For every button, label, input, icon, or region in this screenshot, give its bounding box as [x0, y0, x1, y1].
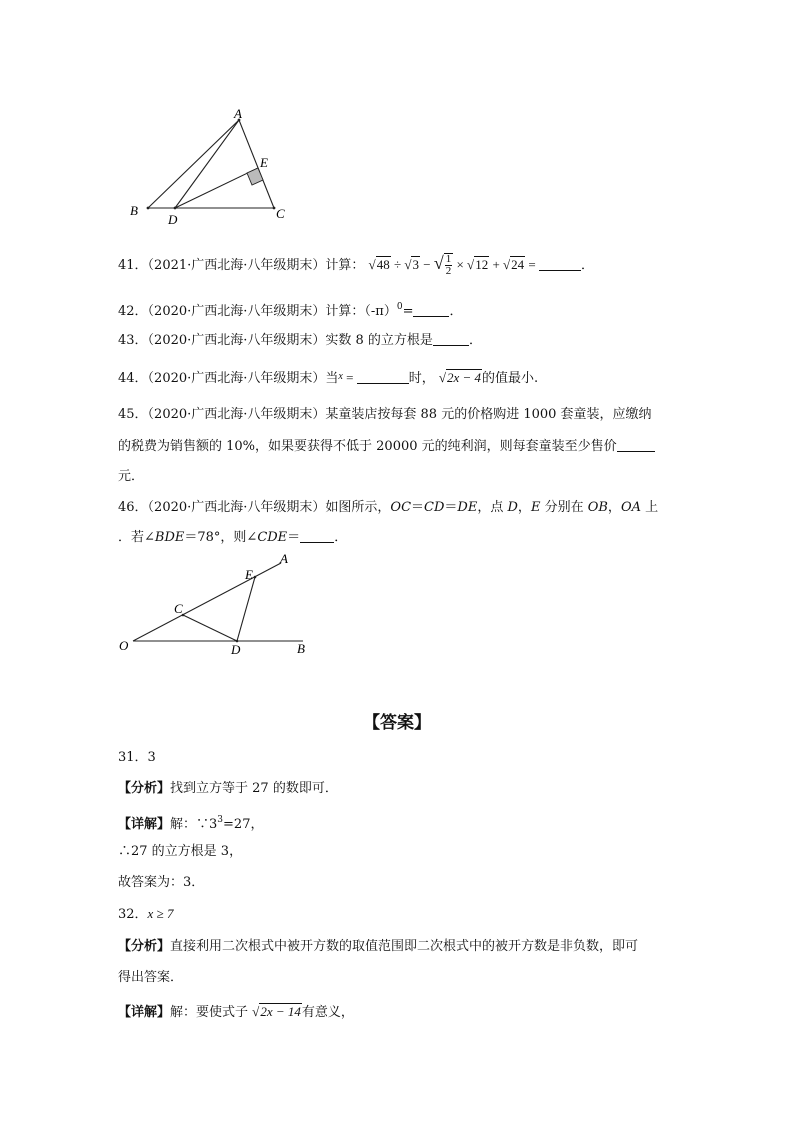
q45-answer-blank [617, 437, 655, 452]
figure-angle-aob [115, 550, 325, 660]
label-c: C [174, 601, 183, 616]
question-44: 44．（2020·广西北海·八年级期末）当$^x$ = 时， √2x − 4的值最小. [118, 370, 539, 386]
q42-answer-blank [413, 302, 449, 317]
ray-oa [133, 563, 281, 641]
label-d: D [168, 212, 178, 227]
q41-expression: √48 ÷ √3 − √ $\frac{1}{2}$ × √12 + √24 = [368, 253, 536, 277]
q43-answer-blank [433, 331, 469, 346]
question-46-line1: 46．（2020·广西北海·八年级期末）如图所示，OC＝CD＝DE，点 D，E 分别在 OB，OA 上 [118, 500, 659, 515]
label-o: O [119, 638, 129, 653]
segment-de [175, 168, 258, 208]
question-41: 41．（2021·广西北海·八年级期末）计算： √48 ÷ √3 − √ $\frac{1}{2}$ × √12 + √24 = ． [118, 253, 595, 277]
label-b: B [130, 203, 138, 218]
angle-aob-diagram [115, 550, 325, 660]
q41-answer-blank [539, 256, 581, 271]
segment-de [237, 577, 255, 641]
q46-answer-blank [300, 528, 334, 543]
answer-32-detail: 【详解】解：要使式子 √2x − 14有意义， [118, 1004, 354, 1020]
label-a: A [280, 551, 288, 566]
question-43: 43．（2020·广西北海·八年级期末）实数 8 的立方根是 ． [118, 333, 482, 348]
answer-31-detail-3: 故答案为：3． [118, 875, 205, 890]
question-45-line3: 元． [118, 469, 145, 484]
triangle-abc-diagram [120, 108, 300, 233]
answer-31-detail-2: ∴27 的立方根是 3， [118, 844, 243, 859]
answer-31-analysis: 【分析】找到立方等于 27 的数即可． [118, 781, 338, 796]
segment-ac [239, 120, 274, 208]
label-b: B [297, 641, 305, 656]
answers-title: 【答案】 [363, 713, 431, 733]
segment-ab [148, 120, 239, 208]
right-angle-mark [247, 168, 263, 185]
answer-32-analysis: 【分析】直接利用二次根式中被开方数的取值范围即二次根式中的被开方数是非负数，即可 [118, 939, 639, 954]
question-46-line2: ．若∠BDE＝78°，则∠CDE＝ ． [118, 530, 348, 545]
question-45-line2: 的税费为销售额的 10%，如果要获得不低于 20000 元的纯利润，则每套童装至少售价 [118, 437, 655, 457]
q44-answer-blank [357, 369, 409, 384]
segment-cd [183, 615, 237, 641]
label-a: A [234, 106, 242, 121]
segment-ad [175, 120, 239, 208]
question-42: 42．（2020·广西北海·八年级期末）计算：$(-\pi)^0=$ ． [118, 302, 463, 319]
label-e: E [260, 155, 268, 170]
answer-32-analysis-2: 得出答案． [118, 970, 184, 985]
question-45-line1: 45．（2020·广西北海·八年级期末）某童装店按每套 88 元的价格购进 1000 套童装，应缴纳 [118, 407, 652, 422]
answer-32: 32．x ≥ 7 [118, 906, 174, 922]
label-e: E [245, 567, 253, 582]
answer-31: 31．3 [118, 750, 156, 765]
label-d: D [231, 642, 241, 657]
answer-31-detail: 【详解】解：$\because 3^3=27$， [118, 815, 264, 832]
figure-triangle-abc [120, 108, 300, 233]
label-c: C [276, 206, 285, 221]
